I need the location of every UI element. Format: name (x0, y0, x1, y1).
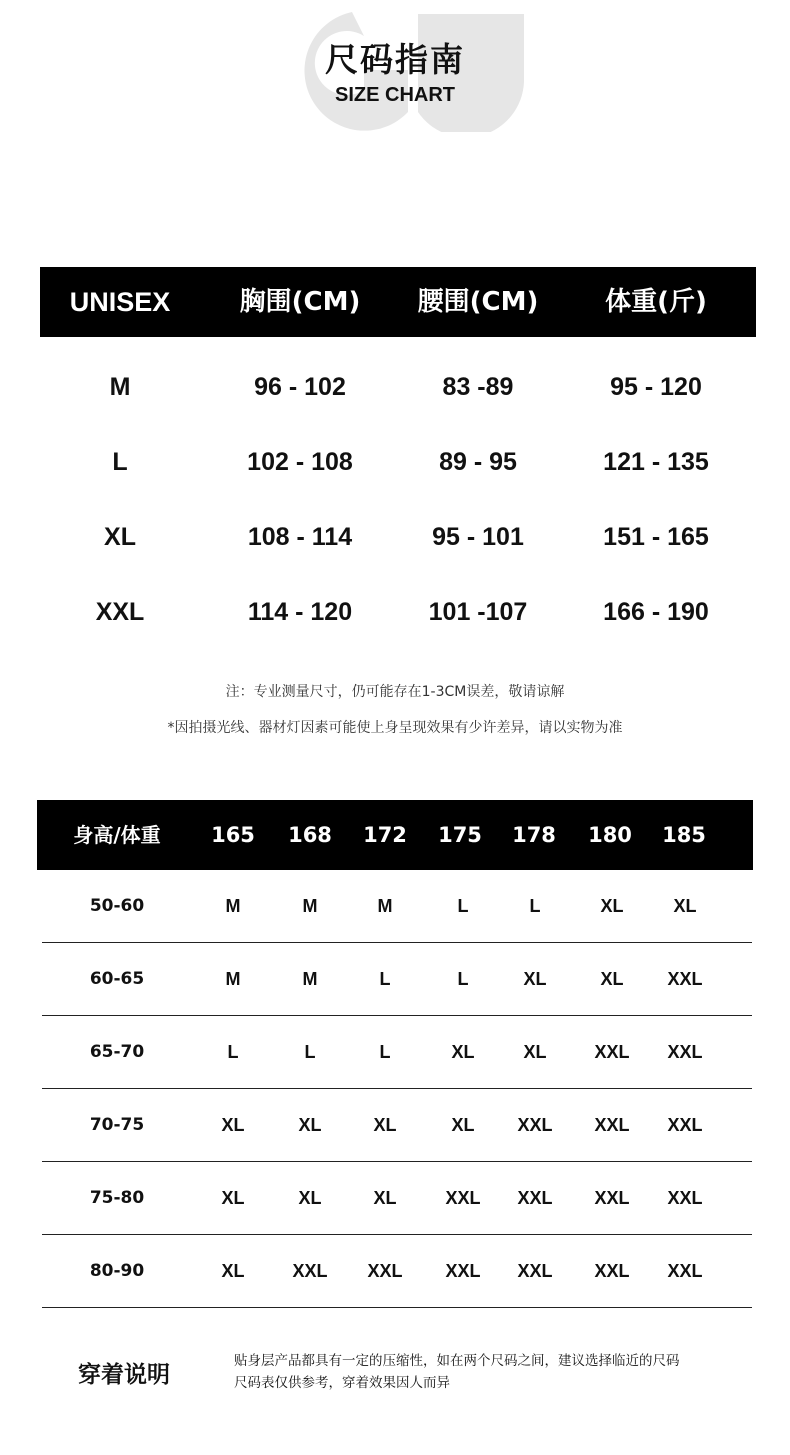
weight-value: 166 - 190 (603, 598, 709, 626)
chest-value: 102 - 108 (247, 448, 353, 476)
weight-range: 60-65 (89, 969, 145, 989)
header-height: 172 (363, 823, 407, 847)
chest-value: 96 - 102 (254, 373, 346, 401)
size-cell: XXL (667, 969, 703, 989)
size-table-header (40, 267, 756, 337)
table-row (42, 1162, 752, 1235)
header-weight: 体重(斤) (605, 287, 707, 317)
size-cell: XL (523, 969, 547, 989)
size-cell: XL (600, 969, 624, 989)
size-cell: XXL (445, 1188, 481, 1208)
size-cell: M (302, 896, 318, 916)
size-cell: XXL (517, 1188, 553, 1208)
page-subtitle: SIZE CHART (335, 84, 455, 106)
size-cell: XL (221, 1115, 245, 1135)
size-cell: XXL (517, 1261, 553, 1281)
header-height: 175 (438, 823, 482, 847)
size-cell: XL (221, 1188, 245, 1208)
size-cell: XL (373, 1188, 397, 1208)
table-row (42, 1235, 752, 1308)
size-cell: M (302, 969, 318, 989)
size-label: L (112, 448, 128, 476)
weight-range: 70-75 (89, 1115, 145, 1135)
size-cell: XL (298, 1188, 322, 1208)
size-cell: XL (373, 1115, 397, 1135)
table-row (42, 943, 752, 1016)
table-row (40, 500, 756, 575)
page-header (0, 0, 790, 140)
header-unisex: UNISEX (69, 287, 171, 317)
size-cell: XXL (667, 1261, 703, 1281)
note-line-1: 注：专业测量尺寸，仍可能存在1-3CM误差，敬请谅解 (225, 684, 565, 700)
size-cell: XL (673, 896, 697, 916)
size-cell: L (529, 896, 541, 916)
size-cell: XXL (594, 1115, 630, 1135)
chest-value: 108 - 114 (247, 523, 353, 551)
size-label: M (109, 373, 131, 401)
size-cell: M (377, 896, 393, 916)
size-cell: XXL (445, 1261, 481, 1281)
size-cell: M (225, 896, 241, 916)
size-cell: XXL (517, 1115, 553, 1135)
wearing-title: 穿着说明 (78, 1362, 170, 1388)
size-cell: XXL (594, 1042, 630, 1062)
note-line-2: *因拍摄光线、器材灯因素可能使上身呈现效果有少许差异，请以实物为准 (167, 720, 623, 736)
header-height: 180 (588, 823, 632, 847)
size-cell: XL (451, 1115, 475, 1135)
measurement-notes (0, 682, 790, 754)
size-cell: XXL (667, 1042, 703, 1062)
size-cell: L (457, 969, 469, 989)
size-cell: L (227, 1042, 239, 1062)
header-height: 168 (288, 823, 332, 847)
header-waist: 腰围(CM) (417, 287, 539, 317)
wearing-line-1: 贴身层产品都具有一定的压缩性，如在两个尺码之间，建议选择临近的尺码 (234, 1353, 680, 1369)
table-row (40, 350, 756, 425)
header-height: 185 (662, 823, 706, 847)
size-cell: XL (523, 1042, 547, 1062)
weight-range: 65-70 (89, 1042, 145, 1062)
size-cell: L (304, 1042, 316, 1062)
table-row (40, 425, 756, 500)
size-cell: XXL (292, 1261, 328, 1281)
table-row (42, 1016, 752, 1089)
size-label: XL (104, 523, 136, 551)
weight-value: 95 - 120 (610, 373, 702, 401)
waist-value: 83 -89 (442, 373, 514, 401)
height-weight-body (37, 870, 753, 1308)
weight-range: 80-90 (89, 1261, 145, 1281)
table-row (42, 870, 752, 943)
size-label: XXL (95, 598, 145, 626)
header-chest: 胸围(CM) (239, 287, 361, 317)
height-weight-header (37, 800, 753, 870)
wearing-line-2: 尺码表仅供参考，穿着效果因人而异 (234, 1375, 450, 1391)
size-cell: XXL (594, 1188, 630, 1208)
size-cell: M (225, 969, 241, 989)
weight-value: 151 - 165 (603, 523, 709, 551)
size-cell: XXL (667, 1188, 703, 1208)
weight-range: 50-60 (89, 896, 145, 916)
waist-value: 95 - 101 (432, 523, 524, 551)
weight-range: 75-80 (89, 1188, 145, 1208)
size-cell: XXL (367, 1261, 403, 1281)
size-cell: L (379, 969, 391, 989)
size-cell: XL (221, 1261, 245, 1281)
size-cell: XL (600, 896, 624, 916)
size-cell: L (457, 896, 469, 916)
size-cell: XXL (667, 1115, 703, 1135)
wearing-instructions (0, 1350, 790, 1410)
size-cell: XL (451, 1042, 475, 1062)
size-cell: XL (298, 1115, 322, 1135)
size-table (40, 267, 756, 650)
page-title: 尺码指南 (325, 40, 465, 79)
header-corner: 身高/体重 (73, 823, 161, 847)
weight-value: 121 - 135 (603, 448, 709, 476)
height-weight-table (37, 800, 753, 1308)
waist-value: 101 -107 (428, 598, 528, 626)
wearing-text (234, 1350, 680, 1394)
size-cell: XXL (594, 1261, 630, 1281)
table-row (42, 1089, 752, 1162)
header-height: 178 (512, 823, 556, 847)
chest-value: 114 - 120 (247, 598, 353, 626)
header-height: 165 (211, 823, 255, 847)
table-row (40, 575, 756, 650)
size-cell: L (379, 1042, 391, 1062)
waist-value: 89 - 95 (439, 448, 517, 476)
